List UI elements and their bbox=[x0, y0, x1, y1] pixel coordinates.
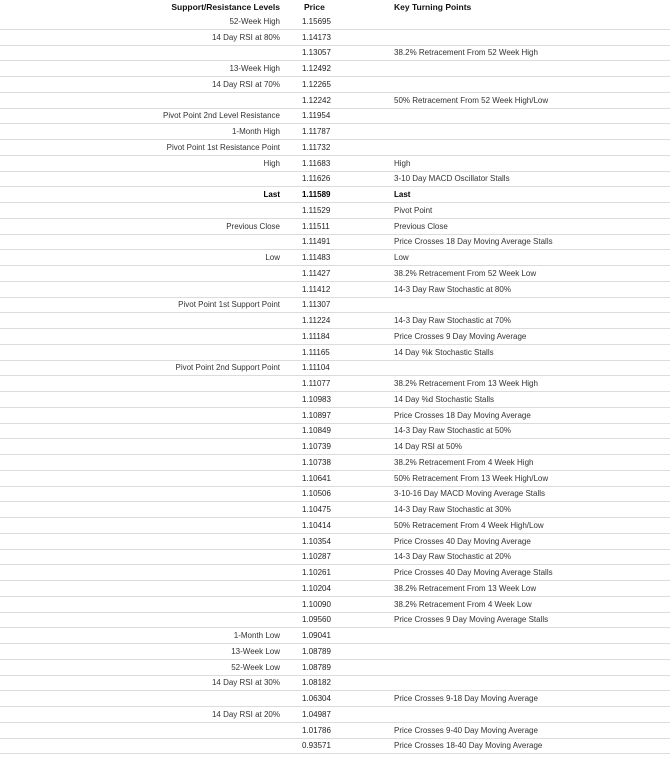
table-row bbox=[0, 360, 670, 376]
turning-point-cell: 14-3 Day Raw Stochastic at 80% bbox=[382, 281, 670, 297]
price-cell: 1.11491 bbox=[290, 234, 382, 250]
turning-point-cell: 3-10-16 Day MACD Moving Average Stalls bbox=[382, 486, 670, 502]
turning-point-cell: Price Crosses 9-40 Day Moving Average bbox=[382, 722, 670, 738]
level-cell bbox=[0, 486, 290, 502]
level-cell bbox=[0, 392, 290, 408]
price-cell: 1.08789 bbox=[290, 659, 382, 675]
level-cell: Pivot Point 1st Support Point bbox=[0, 297, 290, 313]
table-row bbox=[0, 344, 670, 360]
turning-point-cell: Previous Close bbox=[382, 218, 670, 234]
turning-point-cell bbox=[382, 77, 670, 93]
turning-point-cell: Pivot Point bbox=[382, 203, 670, 219]
level-cell bbox=[0, 329, 290, 345]
table-row bbox=[0, 549, 670, 565]
price-cell: 1.11483 bbox=[290, 250, 382, 266]
turning-point-cell: Low bbox=[382, 250, 670, 266]
price-cell: 1.14173 bbox=[290, 29, 382, 45]
level-cell bbox=[0, 45, 290, 61]
turning-point-cell: High bbox=[382, 155, 670, 171]
price-cell: 1.10641 bbox=[290, 470, 382, 486]
level-cell bbox=[0, 533, 290, 549]
price-cell: 1.11412 bbox=[290, 281, 382, 297]
turning-point-cell: Last bbox=[382, 187, 670, 203]
turning-point-cell: 38.2% Retracement From 52 Week Low bbox=[382, 266, 670, 282]
turning-point-cell bbox=[382, 14, 670, 29]
level-cell bbox=[0, 518, 290, 534]
price-cell: 1.12265 bbox=[290, 77, 382, 93]
level-cell bbox=[0, 470, 290, 486]
turning-point-cell: 14 Day RSI at 50% bbox=[382, 439, 670, 455]
price-cell: 1.11589 bbox=[290, 187, 382, 203]
level-cell: High bbox=[0, 155, 290, 171]
turning-point-cell: Price Crosses 18-40 Day Moving Average bbox=[382, 738, 670, 754]
price-cell: 1.10897 bbox=[290, 407, 382, 423]
turning-point-cell bbox=[382, 297, 670, 313]
table-row bbox=[0, 124, 670, 140]
level-cell bbox=[0, 596, 290, 612]
price-cell: 1.11104 bbox=[290, 360, 382, 376]
price-cell: 1.11184 bbox=[290, 329, 382, 345]
table-row bbox=[0, 313, 670, 329]
price-cell: 1.11954 bbox=[290, 108, 382, 124]
turning-point-cell bbox=[382, 644, 670, 660]
price-cell: 1.11626 bbox=[290, 171, 382, 187]
table-row bbox=[0, 140, 670, 156]
turning-point-cell bbox=[382, 675, 670, 691]
table-row bbox=[0, 691, 670, 707]
price-cell: 1.10475 bbox=[290, 502, 382, 518]
level-cell: 1-Month High bbox=[0, 124, 290, 140]
table-row bbox=[0, 596, 670, 612]
table-row bbox=[0, 659, 670, 675]
turning-point-cell bbox=[382, 659, 670, 675]
level-cell: 13-Week High bbox=[0, 61, 290, 77]
table-row bbox=[0, 171, 670, 187]
level-cell bbox=[0, 266, 290, 282]
turning-point-cell: 3-10 Day MACD Oscillator Stalls bbox=[382, 171, 670, 187]
turning-point-cell: Price Crosses 9-18 Day Moving Average bbox=[382, 691, 670, 707]
price-cell: 1.11165 bbox=[290, 344, 382, 360]
turning-point-cell bbox=[382, 707, 670, 723]
table-row bbox=[0, 92, 670, 108]
price-cell: 1.09560 bbox=[290, 612, 382, 628]
level-cell bbox=[0, 407, 290, 423]
table-row bbox=[0, 108, 670, 124]
table-row bbox=[0, 407, 670, 423]
table-row bbox=[0, 45, 670, 61]
table-row bbox=[0, 187, 670, 203]
price-cell: 1.11427 bbox=[290, 266, 382, 282]
price-cell: 1.10261 bbox=[290, 565, 382, 581]
price-cell: 1.11511 bbox=[290, 218, 382, 234]
level-cell bbox=[0, 234, 290, 250]
level-cell: Previous Close bbox=[0, 218, 290, 234]
table-body bbox=[0, 14, 670, 754]
level-cell bbox=[0, 203, 290, 219]
price-cell: 1.12242 bbox=[290, 92, 382, 108]
level-cell bbox=[0, 502, 290, 518]
price-cell: 1.10983 bbox=[290, 392, 382, 408]
level-cell bbox=[0, 565, 290, 581]
turning-point-cell: 50% Retracement From 13 Week High/Low bbox=[382, 470, 670, 486]
table-row bbox=[0, 722, 670, 738]
level-cell: Low bbox=[0, 250, 290, 266]
turning-point-cell: Price Crosses 9 Day Moving Average bbox=[382, 329, 670, 345]
level-cell: 52-Week Low bbox=[0, 659, 290, 675]
price-cell: 1.12492 bbox=[290, 61, 382, 77]
table-row bbox=[0, 675, 670, 691]
level-cell bbox=[0, 455, 290, 471]
table-row bbox=[0, 376, 670, 392]
price-cell: 1.13057 bbox=[290, 45, 382, 61]
table-row bbox=[0, 612, 670, 628]
turning-point-cell bbox=[382, 61, 670, 77]
table-row bbox=[0, 518, 670, 534]
turning-point-cell: 14-3 Day Raw Stochastic at 50% bbox=[382, 423, 670, 439]
turning-point-cell bbox=[382, 29, 670, 45]
level-cell bbox=[0, 738, 290, 754]
level-cell bbox=[0, 171, 290, 187]
table-row bbox=[0, 266, 670, 282]
level-cell bbox=[0, 423, 290, 439]
table-row bbox=[0, 502, 670, 518]
level-cell: 14 Day RSI at 20% bbox=[0, 707, 290, 723]
level-cell: Pivot Point 2nd Support Point bbox=[0, 360, 290, 376]
level-cell: 14 Day RSI at 80% bbox=[0, 29, 290, 45]
price-cell: 1.10506 bbox=[290, 486, 382, 502]
price-cell: 1.11077 bbox=[290, 376, 382, 392]
price-cell: 1.11307 bbox=[290, 297, 382, 313]
table-row bbox=[0, 203, 670, 219]
price-cell: 0.93571 bbox=[290, 738, 382, 754]
turning-point-cell bbox=[382, 140, 670, 156]
level-cell bbox=[0, 581, 290, 597]
price-cell: 1.10739 bbox=[290, 439, 382, 455]
turning-point-cell: Price Crosses 9 Day Moving Average Stalls bbox=[382, 612, 670, 628]
turning-point-cell: 14-3 Day Raw Stochastic at 30% bbox=[382, 502, 670, 518]
turning-point-cell: 50% Retracement From 52 Week High/Low bbox=[382, 92, 670, 108]
level-cell bbox=[0, 691, 290, 707]
price-cell: 1.10090 bbox=[290, 596, 382, 612]
level-cell: 14 Day RSI at 30% bbox=[0, 675, 290, 691]
turning-point-cell: 38.2% Retracement From 4 Week Low bbox=[382, 596, 670, 612]
level-cell: 14 Day RSI at 70% bbox=[0, 77, 290, 93]
price-cell: 1.11732 bbox=[290, 140, 382, 156]
price-cell: 1.10204 bbox=[290, 581, 382, 597]
turning-point-cell: Price Crosses 18 Day Moving Average Stalls bbox=[382, 234, 670, 250]
price-cell: 1.08789 bbox=[290, 644, 382, 660]
table-row bbox=[0, 533, 670, 549]
price-cell: 1.11683 bbox=[290, 155, 382, 171]
level-cell: 52-Week High bbox=[0, 14, 290, 29]
level-cell bbox=[0, 376, 290, 392]
turning-point-cell: 38.2% Retracement From 13 Week High bbox=[382, 376, 670, 392]
turning-point-cell: 14 Day %k Stochastic Stalls bbox=[382, 344, 670, 360]
price-cell: 1.01786 bbox=[290, 722, 382, 738]
price-cell: 1.10287 bbox=[290, 549, 382, 565]
turning-point-cell bbox=[382, 124, 670, 140]
table-row bbox=[0, 644, 670, 660]
level-cell bbox=[0, 722, 290, 738]
price-cell: 1.08182 bbox=[290, 675, 382, 691]
level-cell: Last bbox=[0, 187, 290, 203]
table-row bbox=[0, 423, 670, 439]
table-row bbox=[0, 565, 670, 581]
price-cell: 1.10849 bbox=[290, 423, 382, 439]
table-row bbox=[0, 581, 670, 597]
table-row bbox=[0, 329, 670, 345]
table-row bbox=[0, 218, 670, 234]
level-cell: 13-Week Low bbox=[0, 644, 290, 660]
level-cell: 1-Month Low bbox=[0, 628, 290, 644]
table-row bbox=[0, 281, 670, 297]
level-cell bbox=[0, 439, 290, 455]
turning-point-cell: 14-3 Day Raw Stochastic at 70% bbox=[382, 313, 670, 329]
header-levels: Support/Resistance Levels bbox=[171, 2, 280, 12]
turning-point-cell: Price Crosses 18 Day Moving Average bbox=[382, 407, 670, 423]
turning-point-cell: Price Crosses 40 Day Moving Average bbox=[382, 533, 670, 549]
table-row bbox=[0, 77, 670, 93]
price-cell: 1.10414 bbox=[290, 518, 382, 534]
price-cell: 1.09041 bbox=[290, 628, 382, 644]
turning-point-cell bbox=[382, 108, 670, 124]
table-row bbox=[0, 470, 670, 486]
price-cell: 1.10354 bbox=[290, 533, 382, 549]
price-cell: 1.10738 bbox=[290, 455, 382, 471]
table-row bbox=[0, 439, 670, 455]
level-cell bbox=[0, 344, 290, 360]
turning-point-cell: 50% Retracement From 4 Week High/Low bbox=[382, 518, 670, 534]
table-row bbox=[0, 297, 670, 313]
price-cell: 1.11787 bbox=[290, 124, 382, 140]
level-cell bbox=[0, 281, 290, 297]
table-row bbox=[0, 61, 670, 77]
level-cell bbox=[0, 313, 290, 329]
table-row bbox=[0, 250, 670, 266]
header-row bbox=[0, 0, 670, 14]
table-row bbox=[0, 392, 670, 408]
table-row bbox=[0, 234, 670, 250]
table-row bbox=[0, 14, 670, 29]
table-row bbox=[0, 628, 670, 644]
price-cell: 1.06304 bbox=[290, 691, 382, 707]
price-cell: 1.11224 bbox=[290, 313, 382, 329]
level-cell bbox=[0, 549, 290, 565]
table-row bbox=[0, 738, 670, 754]
turning-point-cell: 38.2% Retracement From 4 Week High bbox=[382, 455, 670, 471]
header-turning-points: Key Turning Points bbox=[394, 2, 472, 12]
turning-point-cell: 14 Day %d Stochastic Stalls bbox=[382, 392, 670, 408]
header-price: Price bbox=[304, 2, 325, 12]
level-cell bbox=[0, 612, 290, 628]
turning-point-cell: 38.2% Retracement From 52 Week High bbox=[382, 45, 670, 61]
level-cell bbox=[0, 92, 290, 108]
table-row bbox=[0, 29, 670, 45]
turning-point-cell bbox=[382, 628, 670, 644]
table-row bbox=[0, 707, 670, 723]
turning-point-cell: 38.2% Retracement From 13 Week Low bbox=[382, 581, 670, 597]
table-row bbox=[0, 155, 670, 171]
price-cell: 1.15695 bbox=[290, 14, 382, 29]
table-row bbox=[0, 455, 670, 471]
turning-point-cell bbox=[382, 360, 670, 376]
price-cell: 1.11529 bbox=[290, 203, 382, 219]
turning-point-cell: 14-3 Day Raw Stochastic at 20% bbox=[382, 549, 670, 565]
level-cell: Pivot Point 1st Resistance Point bbox=[0, 140, 290, 156]
turning-point-cell: Price Crosses 40 Day Moving Average Stalls bbox=[382, 565, 670, 581]
price-cell: 1.04987 bbox=[290, 707, 382, 723]
table-row bbox=[0, 486, 670, 502]
level-cell: Pivot Point 2nd Level Resistance bbox=[0, 108, 290, 124]
